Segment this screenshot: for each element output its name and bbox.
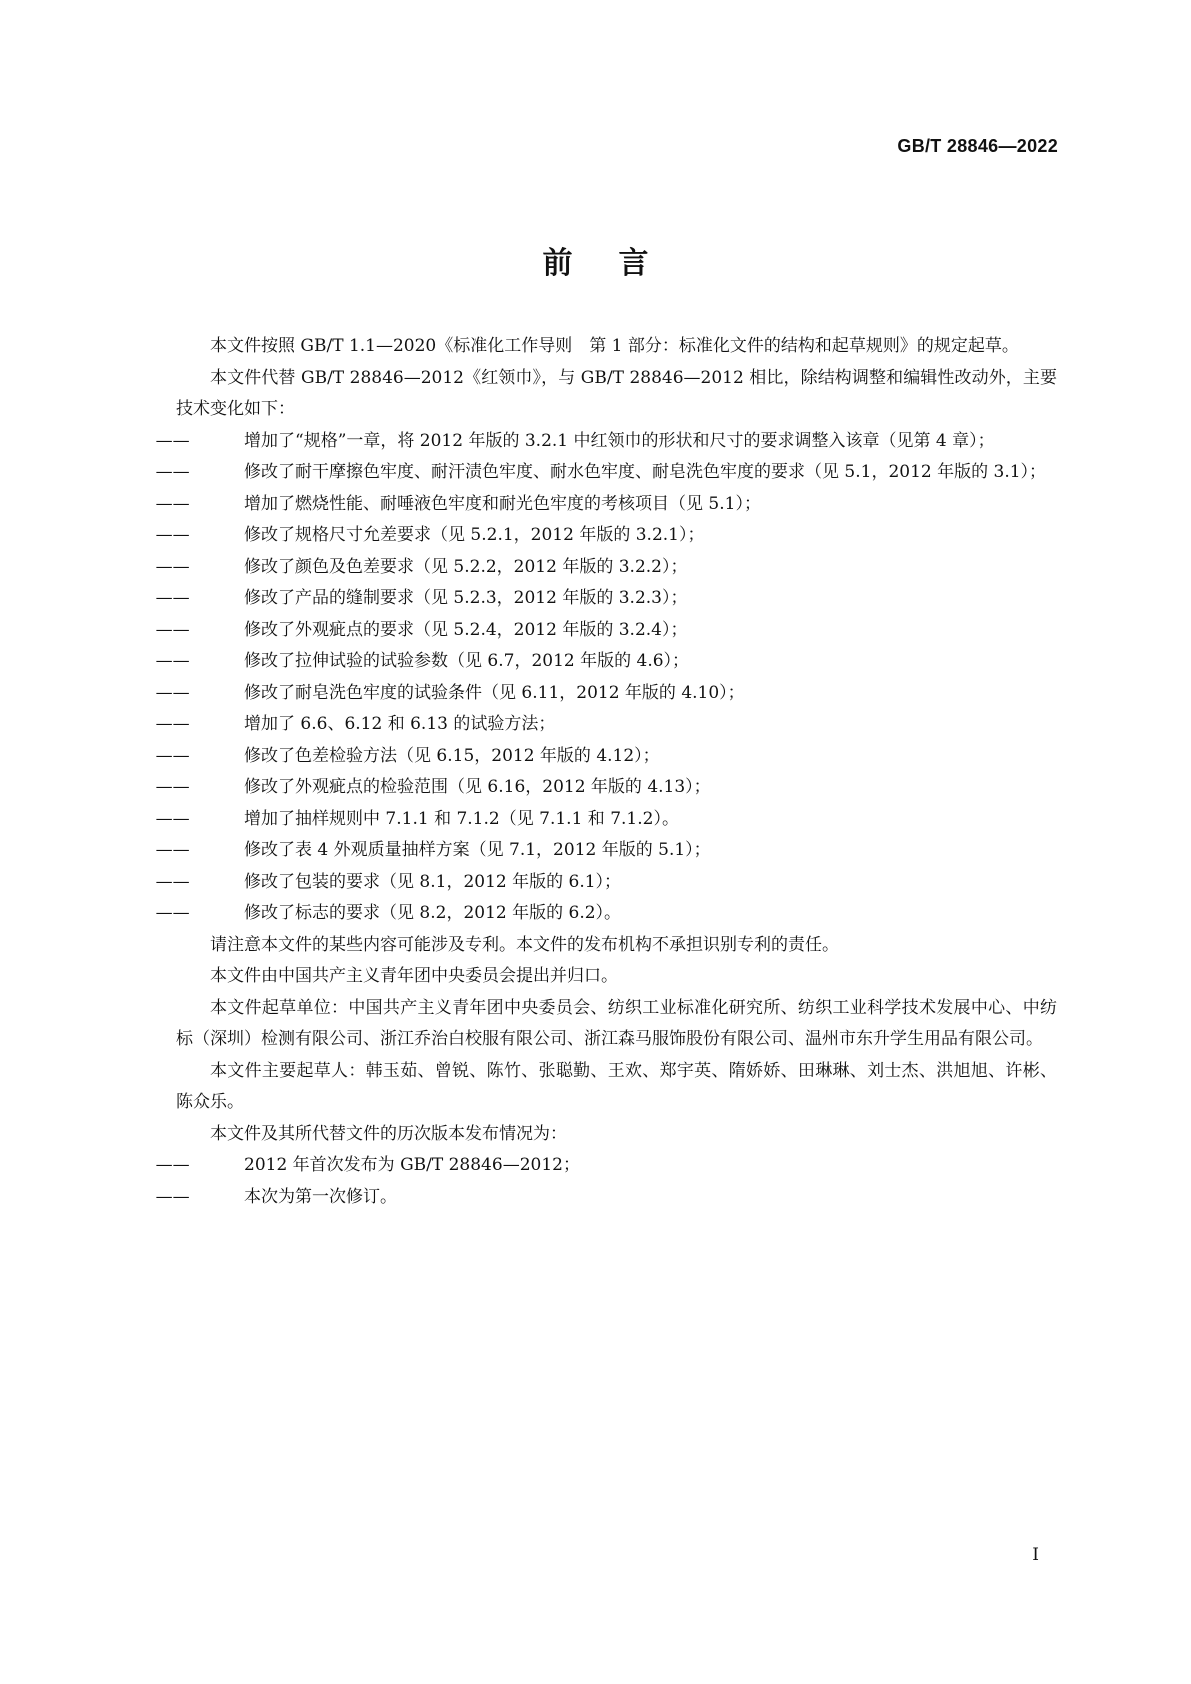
page-title: 前言 [542,246,695,281]
list-item-text: 修改了规格尺寸允差要求（见 5.2.1，2012 年版的 3.2.1）； [244,525,705,545]
list-item [155,709,1057,741]
list-item [155,772,1057,804]
dash-marker: —— [155,493,190,514]
list-item-text: 修改了色差检验方法（见 6.15，2012 年版的 4.12）； [244,745,660,766]
list-item [155,552,1057,584]
paragraph-drafting-rules: 本文件按照 GB/T 1.1—2020《标准化工作导则 第 1 部分：标准化文件的结构和起草规则》的规定起草。 [210,336,1019,356]
dash-marker: —— [155,903,190,923]
list-item-text: 修改了外观疵点的检验范围（见 6.16，2012 年版的 4.13）； [244,777,711,797]
paragraph-patent-notice: 请注意本文件的某些内容可能涉及专利。本文件的发布机构不承担识别专利的责任。 [210,934,839,955]
dash-marker: —— [155,462,190,482]
list-item [155,678,1057,710]
dash-marker: —— [155,1186,190,1207]
dash-marker: —— [155,556,190,577]
dash-marker: —— [155,808,190,829]
list-item-text: 增加了抽样规则中 7.1.1 和 7.1.2（见 7.1.1 和 7.1.2）。 [244,808,679,829]
list-item-text: 增加了燃烧性能、耐唾液色牢度和耐光色牢度的考核项目（见 5.1）； [244,493,761,514]
list-item-text: 修改了包装的要求（见 8.1，2012 年版的 6.1）； [244,871,622,892]
list-item [155,898,1057,930]
list-item-text: 修改了耐皂洗色牢度的试验条件（见 6.11，2012 年版的 4.10）； [244,682,745,703]
list-item [155,804,1057,836]
paragraph-replacement: 本文件代替 GB/T 28846—2012《红领巾》，与 GB/T 28846—2012 相比，除结构调整和编辑性改动外，主要技术变化如下： [176,367,1057,419]
paragraph-proposer: 本文件由中国共产主义青年团中央委员会提出并归口。 [210,966,618,986]
list-item [155,457,1057,489]
history-list [155,1150,1057,1213]
dash-marker: —— [155,871,190,892]
list-item [155,426,1057,458]
changes-list [155,426,1057,930]
dash-marker: —— [155,777,190,797]
list-item [155,520,1057,552]
list-item [155,741,1057,773]
list-item-text: 修改了表 4 外观质量抽样方案（见 7.1，2012 年版的 5.1）； [244,840,711,860]
paragraph-drafters: 本文件主要起草人：韩玉茹、曾锐、陈竹、张聪勤、王欢、郑宇英、隋娇娇、田琳琳、刘士杰、洪旭旭、许彬、陈众乐。 [176,1060,1057,1112]
dash-marker: —— [155,682,190,703]
dash-marker: —— [155,840,190,860]
dash-marker: —— [155,430,190,451]
dash-marker: —— [155,1155,190,1175]
standard-code: GB/T 28846—2022 [897,136,1058,156]
dash-marker: —— [155,588,190,608]
list-item [155,583,1057,615]
list-item-text: 2012 年首次发布为 GB/T 28846—2012； [244,1155,580,1175]
list-item [155,615,1057,647]
list-item [155,1182,1057,1214]
list-item [155,867,1057,899]
list-item-text: 修改了耐干摩擦色牢度、耐汗渍色牢度、耐水色牢度、耐皂洗色牢度的要求（见 5.1，2012 年版的 3.1）； [244,462,1047,482]
paragraph-drafting-units: 本文件起草单位：中国共产主义青年团中央委员会、纺织工业标准化研究所、纺织工业科学技术发展中心、中纺标（深圳）检测有限公司、浙江乔治白校服有限公司、浙江森马服饰股份有限公司、温州市东升学生用品有限公司。 [176,997,1057,1049]
dash-marker: —— [155,619,190,640]
page-number: I [1032,1545,1039,1565]
list-item-text: 修改了标志的要求（见 8.2，2012 年版的 6.2）。 [244,903,622,923]
list-item [155,646,1057,678]
list-item-text: 增加了“规格”一章，将 2012 年版的 3.2.1 中红领巾的形状和尺寸的要求调整入该章（见第 4 章）； [244,430,995,451]
list-item [155,489,1057,521]
list-item-text: 修改了拉伸试验的试验参数（见 6.7，2012 年版的 4.6）； [244,651,690,671]
list-item-text: 修改了产品的缝制要求（见 5.2.3，2012 年版的 3.2.3）； [244,588,688,608]
list-item [155,835,1057,867]
paragraph-version-history: 本文件及其所代替文件的历次版本发布情况为： [210,1123,567,1144]
dash-marker: —— [155,714,190,734]
list-item-text: 修改了外观疵点的要求（见 5.2.4，2012 年版的 3.2.4）； [244,619,688,640]
list-item-text: 修改了颜色及色差要求（见 5.2.2，2012 年版的 3.2.2）； [244,556,688,577]
dash-marker: —— [155,745,190,766]
dash-marker: —— [155,525,190,545]
list-item [155,1150,1057,1182]
list-item-text: 本次为第一次修订。 [244,1186,397,1207]
list-item-text: 增加了 6.6、6.12 和 6.13 的试验方法； [244,714,556,734]
document-body [155,331,1057,1213]
dash-marker: —— [155,651,190,671]
